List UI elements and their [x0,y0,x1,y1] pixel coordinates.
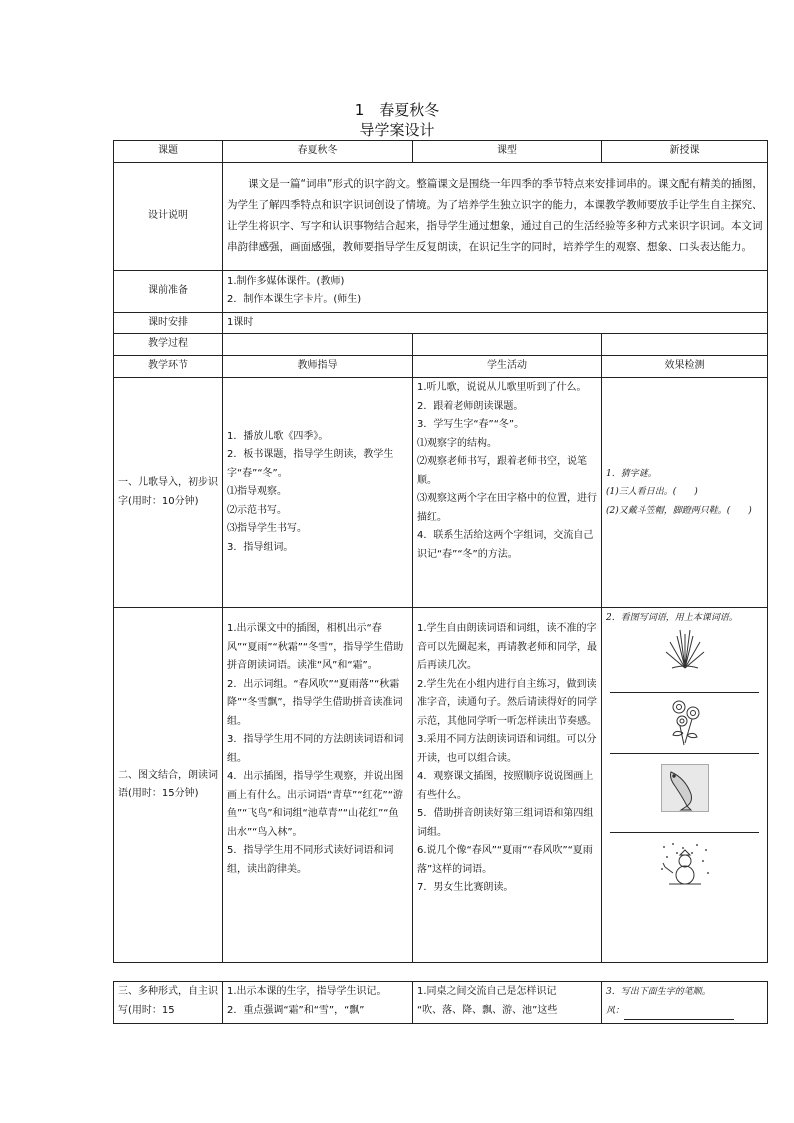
grass-picture [662,628,708,670]
answer-line [610,832,759,833]
section3-student-item: 1.同桌之间交流自己是怎样识记 [417,986,557,997]
time-value: 1课时 [223,312,768,334]
prep-item: 2．制作本课生字卡片。(师生) [227,294,362,305]
section1-student-item: 2．跟着老师朗读课题。 [417,400,524,412]
section1-student-item: 3．学写生字“春”“冬”。 [417,419,525,430]
lesson-plan-table [113,140,768,963]
section2-stage: 二、图文结合，朗读词语(用时：15分钟) [114,608,223,963]
section3-teacher-item: 2．重点强调“霜”和“雪”，“飘” [227,1004,365,1016]
course-label: 课题 [114,141,223,163]
section3-student-item: “吹、落、降、飘、游、池”这些 [417,1004,558,1016]
stroke-order-blank [624,1009,734,1020]
section1-teacher-item: ⑵示范书写。 [227,504,287,516]
process-label: 教学过程 [114,334,223,356]
course-value: 春夏秋冬 [223,141,413,163]
section3-stage: 三、多种形式，自主识写(用时：15 [114,982,223,1024]
section3-student [413,982,602,1024]
section1-student-item: ⑴观察字的结构。 [417,437,497,449]
section1-student [413,378,602,608]
section1-student-item: ⑵观察老师书写，跟着老师书空，说笔顺。 [417,456,587,486]
stroke-order-char: 风： [606,1005,625,1016]
section2-student-item: 6.说几个像“春风”“夏雨”“春风吹”“夏雨落”这样的词语。 [417,845,593,875]
design-text: 课文是一篇“词串”形式的识字韵文。整篇课文是围绕一年四季的季节特点来安排词串的。课文配有精美的插图，为学生了解四季特点和识字识词创设了情境。为了培养学生独立识字的能力，本课教学教师要放手让学生自主探究、让学生将识字、写字和认识事物结合起来，指导学生通过想象，通过自己的生活经验等多种方式来识字识词。本文词串韵律感强，画面感强，教师要指导学生反复朗读，在识记生字的同时，培养学生的观察、想象、口头表达能力。 [223,162,768,270]
snowman-picture [659,841,711,887]
section3-check-item [606,1002,763,1021]
section1-teacher-item: 2．板书课题，指导学生朗读，教学生字“春”“冬”。 [227,449,394,479]
section1-student-item: ⑶观察这两个字在田字格中的位置，进行描红。 [417,493,597,523]
section2-teacher-item: 5．指导学生用不同形式读好词语和词组，读出韵律美。 [227,845,394,875]
flower-picture [665,697,705,747]
section1-teacher [223,378,413,608]
section2-student [413,608,602,963]
section2-student-item: 4．观察课文插图，按照顺序说说图画上有些什么。 [417,771,594,801]
section2-student-item: 3.采用不同方法朗读词语和词组。可以分开读，也可以组合读。 [417,734,597,764]
lesson-plan-table-continued [113,981,768,1024]
section1-check-item: 1．猜字谜。 [606,468,657,479]
section3-check [602,982,768,1024]
course-type-label: 课型 [413,141,602,163]
section1-student-item: 4．联系生活给这两个字组词，交流自己识记“春”“冬”的方法。 [417,530,594,560]
answer-line [610,753,759,754]
section2-check-title: 2．看图写词语，用上本课词语。 [606,613,738,623]
section2-teacher [223,608,413,963]
prep-items [223,270,768,312]
fish-picture [661,764,709,812]
section1-teacher-item: 3．指导组词。 [227,541,294,553]
section2-check [602,608,768,963]
section1-teacher-item: ⑴指导观察。 [227,486,287,498]
section1-stage: 一、儿歌导入，初步识字(用时：10分钟) [114,378,223,608]
lesson-title: 1 春夏秋冬 [354,101,440,119]
section3-check-item: 3．写出下面生字的笔顺。 [606,987,711,997]
header-teacher: 教师指导 [223,356,413,378]
section3-teacher [223,982,413,1024]
section2-student-item: 7．男女生比赛朗读。 [417,882,514,893]
section1-teacher-item: ⑶指导学生书写。 [227,523,307,535]
prep-item: 1.制作多媒体课件。(教师) [227,275,345,287]
section2-teacher-item: 3．指导学生用不同的方法朗读词语和词组。 [227,734,404,764]
section2-student-item: 1.学生自由朗读词语和词组，读不准的字音可以先圈起来，再请教老师和同学，最后再读几次。 [417,623,597,671]
section2-teacher-item: 4．出示插图，指导学生观察，并说出图画上有什么。出示词语“青草”“红花”“游鱼”“飞鸟”和词组“池草青”“山花红”“鱼出水”“鸟入林”。 [227,771,404,838]
course-type-value: 新授课 [602,141,768,163]
section1-check-item: (1)三人看日出。( ) [606,487,698,498]
header-check: 效果检测 [602,356,768,378]
answer-line [610,692,759,693]
section1-teacher-item: 1．播放儿歌《四季》。 [227,430,329,442]
section1-check-item: (2)又戴斗笠帽，脚蹬两只鞋。( ) [606,505,752,516]
doc-title: 导学案设计 [359,121,435,139]
prep-label: 课前准备 [114,270,223,312]
section2-student-item: 5．借助拼音朗读好第三组词语和第四组词组。 [417,808,594,838]
section2-teacher-item: 2．出示词组。“春风吹”“夏雨落”“秋霜降”“冬雪飘”，指导学生借助拼音读准词组。 [227,678,403,727]
section2-teacher-item: 1.出示课文中的插图，相机出示“春风”“夏雨”“秋霜”“冬雪”，指导学生借助拼音朗读词语。读准“风”和“霜”。 [227,623,404,671]
section3-teacher-item: 1.出示本课的生字，指导学生识记。 [227,986,387,997]
design-label: 设计说明 [114,162,223,270]
header-student: 学生活动 [413,356,602,378]
header-stage: 教学环节 [114,356,223,378]
section1-student-item: 1.听儿歌，说说从儿歌里听到了什么。 [417,382,587,393]
time-label: 课时安排 [114,312,223,334]
section1-check [602,378,768,608]
section2-student-item: 2.学生先在小组内进行自主练习，做到读准字音，读通句子。然后请读得好的同学示范，其他同学听一听怎样读出节奏感。 [417,678,597,727]
